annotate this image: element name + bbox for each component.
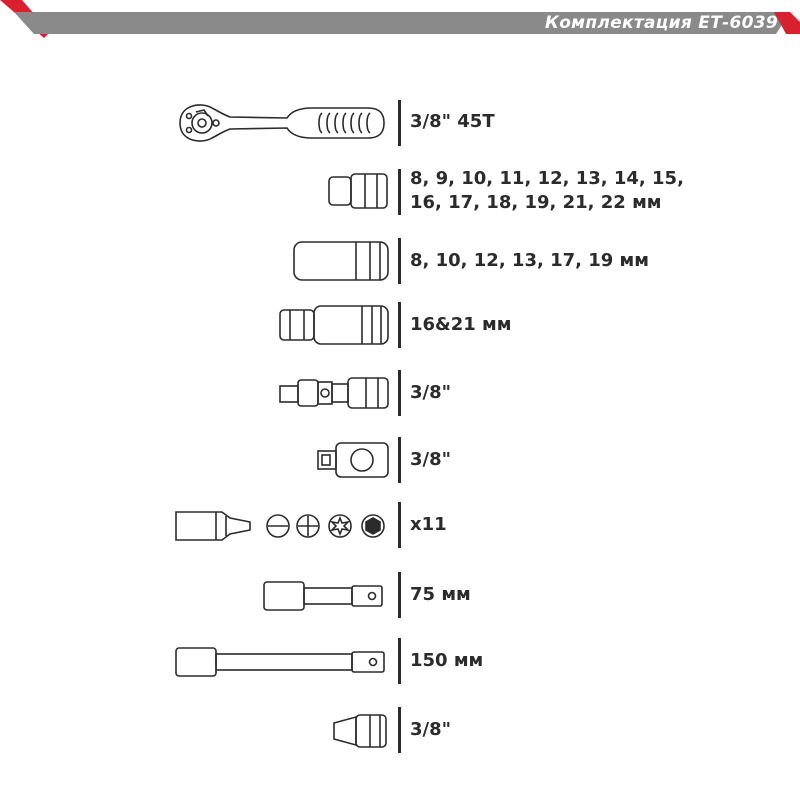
item-label: 8, 10, 12, 13, 17, 19 мм xyxy=(410,250,649,271)
divider xyxy=(398,707,401,753)
extension-bar-short-icon xyxy=(258,576,394,616)
short-socket-icon xyxy=(325,171,393,211)
item-row-extension-bar-75 xyxy=(0,570,800,620)
item-row-bit-adapter xyxy=(0,435,800,485)
item-label: 3/8" xyxy=(410,719,452,740)
screwdriver-bits-icon xyxy=(170,504,394,546)
socket-adapter-icon xyxy=(328,711,394,751)
divider xyxy=(398,100,401,146)
divider xyxy=(398,502,401,548)
divider xyxy=(398,572,401,618)
item-label: 3/8" xyxy=(410,382,452,403)
item-label: 75 мм xyxy=(410,584,471,605)
ratchet-icon xyxy=(172,98,392,148)
deep-socket-icon xyxy=(290,238,394,284)
item-row-extension-bar-150 xyxy=(0,636,800,686)
item-label: 16&21 мм xyxy=(410,314,512,335)
item-label-line1: 8, 9, 10, 11, 12, 13, 14, 15, xyxy=(410,168,684,189)
item-label-line2: 16, 17, 18, 19, 21, 22 мм xyxy=(410,192,662,213)
extension-bar-long-icon xyxy=(170,642,394,682)
item-label: 3/8" xyxy=(410,449,452,470)
item-label: 3/8" 45T xyxy=(410,111,495,132)
divider xyxy=(398,238,401,284)
header-banner xyxy=(0,0,800,42)
divider xyxy=(398,638,401,684)
item-row-ratchet xyxy=(0,98,800,148)
universal-joint-icon xyxy=(276,372,394,414)
spark-plug-socket-icon xyxy=(276,302,394,348)
item-label: x11 xyxy=(410,514,447,535)
item-label: 150 мм xyxy=(410,650,484,671)
item-row-socket-adapter xyxy=(0,705,800,755)
item-row-short-socket xyxy=(0,165,800,215)
bit-adapter-icon xyxy=(312,439,394,481)
item-row-deep-socket xyxy=(0,236,800,286)
divider xyxy=(398,370,401,416)
item-row-spark-plug-socket xyxy=(0,300,800,350)
page-title: Комплектация ЕТ-6039 xyxy=(545,13,778,33)
divider xyxy=(398,437,401,483)
item-row-universal-joint xyxy=(0,368,800,418)
item-row-screwdriver-bits xyxy=(0,500,800,550)
divider xyxy=(398,302,401,348)
divider xyxy=(398,169,401,215)
